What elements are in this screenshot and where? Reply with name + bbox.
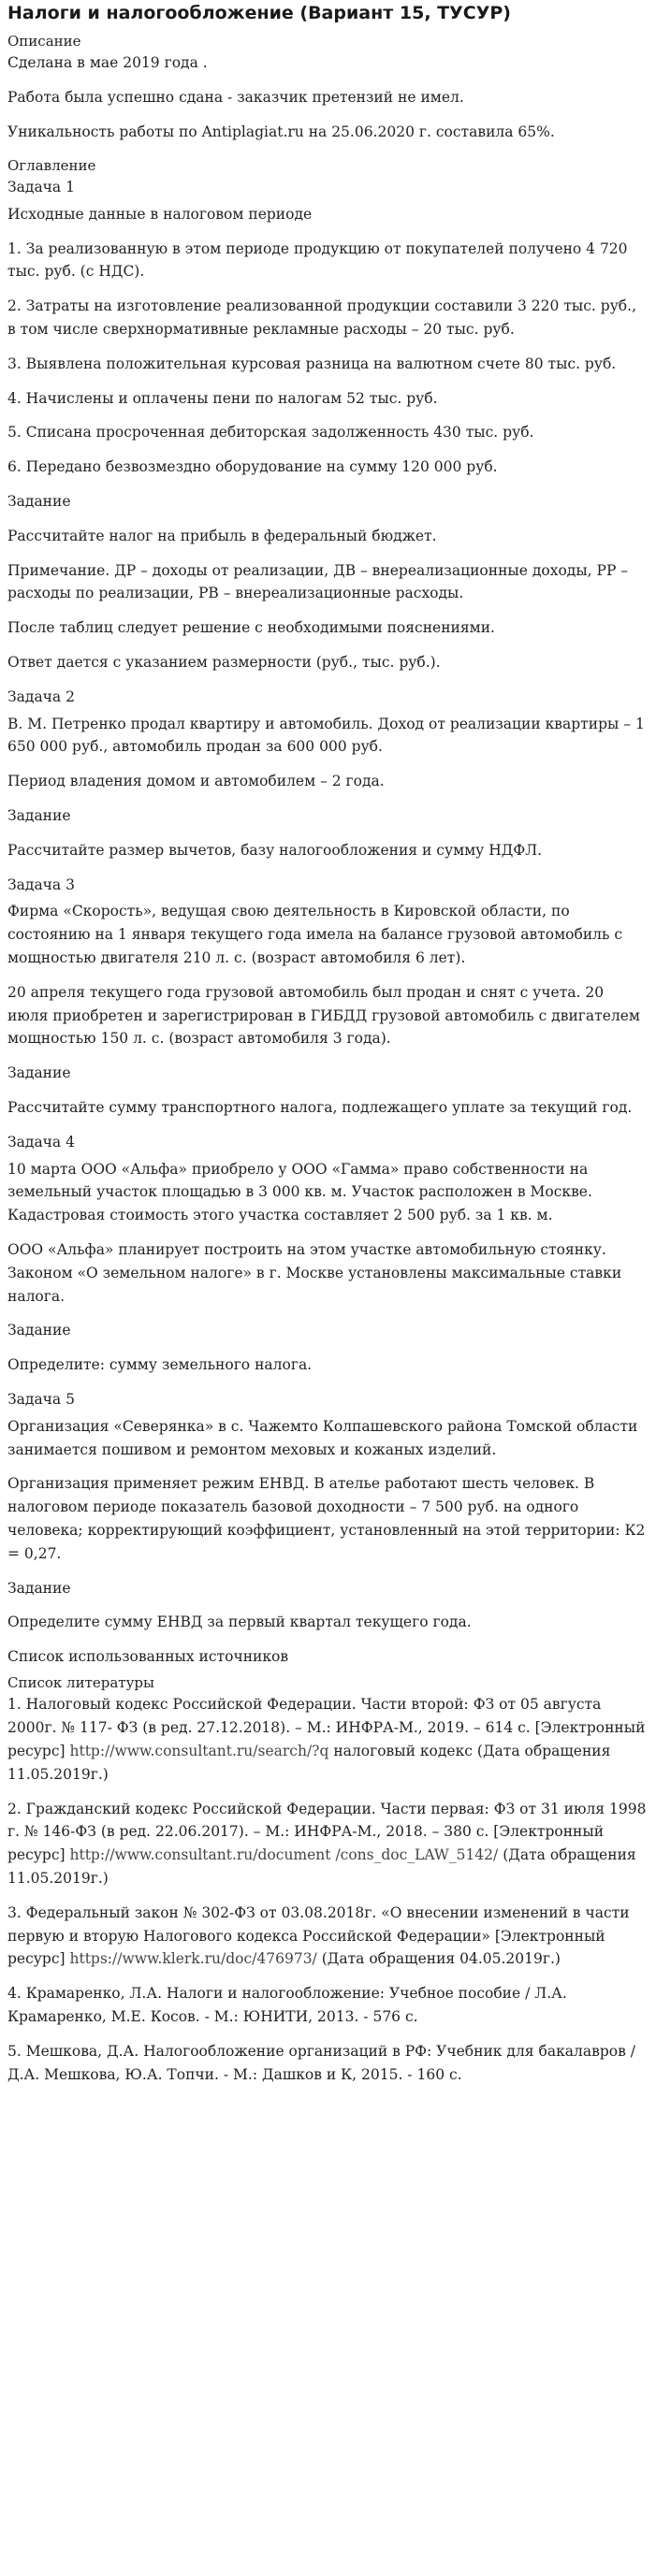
toc-heading: Оглавление <box>7 156 96 174</box>
task3-text: 20 апреля текущего года грузовой автомобиль был продан и снят с учета. 20 июля приобретен и зарегистрирован в ГИБДД грузовой автомобиль с двигателем мощностью 150 л. с. (возраст автомобиля 3 года). <box>7 983 640 1048</box>
task3-text: Фирма «Скорость», ведущая свою деятельность в Кировской области, по состоянию на 1 января текущего года имела на балансе грузовой автомобиль с мощностью двигателя 210 л. с. (возраст автомобиля 6 лет). <box>7 903 623 966</box>
sources-heading: Список использованных источников <box>7 1648 289 1666</box>
task1-item: 2. Затраты на изготовление реализованной продукции составили 3 220 тыс. руб., в том числе сверхнормативные рекламные расходы – 20 тыс. руб. <box>7 297 636 339</box>
task2-task-heading: Задание <box>7 807 71 825</box>
task3-task-heading: Задание <box>7 1064 71 1082</box>
task1-intro: Исходные данные в налоговом периоде <box>7 205 313 223</box>
task1-note: Примечание. ДР – доходы от реализации, ДВ – внереализационные доходы, РР – расходы по реализации, РВ – внереализационные расходы. <box>7 561 629 602</box>
task4-text: ООО «Альфа» планирует построить на этом участке автомобильную стоянку. Законом «О земельном налоге» в г. Москве установлены максимальные ставки налога. <box>7 1240 622 1305</box>
task5-heading: Задача 5 <box>7 1390 75 1408</box>
task1-answer: Ответ дается с указанием размерности (руб., тыс. руб.). <box>7 654 441 672</box>
task3-heading: Задача 3 <box>7 876 75 893</box>
task5-task-heading: Задание <box>7 1579 71 1597</box>
task1-item: 1. За реализованную в этом периоде продукцию от покупателей получено 4 720 тыс. руб. (с НДС). <box>7 239 628 281</box>
task1-task-heading: Задание <box>7 493 71 511</box>
task5-text: Организация «Северянка» в с. Чажемто Колпашевского района Томской области занимается пошивом и ремонтом меховых и кожаных изделий. <box>7 1417 638 1458</box>
task2-text: Период владения домом и автомобилем – 2 года. <box>7 773 385 790</box>
literature-heading: Список литературы <box>7 1673 154 1691</box>
task1-item: 4. Начислены и оплачены пени по налогам 52 тыс. руб. <box>7 389 438 407</box>
task4-heading: Задача 4 <box>7 1133 75 1151</box>
uniqueness-note: Уникальность работы по Antiplagiat.ru на 25.06.2020 г. составила 65%. <box>7 123 555 140</box>
task2-text: В. М. Петренко продал квартиру и автомобиль. Доход от реализации квартиры – 1 650 000 руб., автомобиль продан за 600 000 руб. <box>7 715 645 756</box>
task3-task: Рассчитайте сумму транспортного налога, подлежащего уплате за текущий год. <box>7 1098 633 1116</box>
literature-item: 2. Гражданский кодекс Российской Федерации. Части первая: ФЗ от 31 июля 1998 г. № 146-ФЗ (в ред. 22.06.2017). – М.: ИНФРА-М., 2018. – 380 с. [Электронный ресурс] http://www.consultant.ru/document /cons_doc_LAW_5142/ (Дата обращения 11.05.2019г.) <box>7 1800 647 1887</box>
task4-task-heading: Задание <box>7 1322 71 1339</box>
task1-item: 6. Передано безвозмездно оборудование на сумму 120 000 руб. <box>7 458 498 476</box>
description-heading: Описание <box>7 32 81 50</box>
source-link[interactable]: http://www.consultant.ru/search/?q <box>69 1743 329 1760</box>
task2-task: Рассчитайте размер вычетов, базу налогообложения и сумму НДФЛ. <box>7 841 543 859</box>
literature-item: 4. Крамаренко, Л.А. Налоги и налогообложение: Учебное пособие / Л.А. Крамаренко, М.Е. Косов. - М.: ЮНИТИ, 2013. - 576 с. <box>7 1985 567 2025</box>
literature-list <box>7 1672 649 2086</box>
task1-item: 5. Списана просроченная дебиторская задолженность 430 тыс. руб. <box>7 424 534 441</box>
task1-item: 3. Выявлена положительная курсовая разница на валютном счете 80 тыс. руб. <box>7 355 617 372</box>
page-title: Налоги и налогообложение (Вариант 15, ТУСУР) <box>7 3 511 23</box>
accepted-note: Работа была успешно сдана - заказчик претензий не имел. <box>7 88 464 106</box>
task1-after-tables: После таблиц следует решение с необходимыми пояснениями. <box>7 619 495 637</box>
task1-heading: Задача 1 <box>7 179 75 196</box>
literature-item: 3. Федеральный закон № 302-ФЗ от 03.08.2018г. «О внесении изменений в части первую и вторую Налогового кодекса Российской Федерации» [Электронный ресурс] https://www.klerk.ru/doc/476973/ (Дата обращения 04.05.2019г.) <box>7 1903 630 1968</box>
task5-task: Определите сумму ЕНВД за первый квартал текущего года. <box>7 1614 472 1631</box>
literature-item: 5. Мешкова, Д.А. Налогообложение организаций в РФ: Учебник для бакалавров / Д.А. Мешкова, Ю.А. Топчи. - М.: Дашков и К, 2015. - 160 с. <box>7 2042 635 2083</box>
made-date: Сделана в мае 2019 года . <box>7 54 208 72</box>
task5-text: Организация применяет режим ЕНВД. В ателье работают шесть человек. В налоговом периоде показатель базовой доходности – 7 500 руб. на одного человека; корректирующий коэффициент, установленный на этой территории: К2 = 0,27. <box>7 1475 646 1562</box>
literature-item: 1. Налоговый кодекс Российской Федерации. Части второй: ФЗ от 05 августа 2000г. № 117- ФЗ (в ред. 27.12.2018). – М.: ИНФРА-М., 2019. – 614 с. [Электронный ресурс] http://www.consultant.ru/search/?q налоговый кодекс (Дата обращения 11.05.2019г.) <box>7 1696 646 1783</box>
task1-task: Рассчитайте налог на прибыль в федеральный бюджет. <box>7 527 437 544</box>
source-link[interactable]: https://www.klerk.ru/doc/476973/ <box>69 1950 317 1968</box>
task4-text: 10 марта ООО «Альфа» приобрело у ООО «Гамма» право собственности на земельный участок площадью в 3 000 кв. м. Участок расположен в Москве. Кадастровая стоимость этого участка составляет 2 500 руб. за 1 кв. м. <box>7 1160 592 1224</box>
task4-task: Определите: сумму земельного налога. <box>7 1356 313 1374</box>
source-link[interactable]: http://www.consultant.ru/document /cons_doc_LAW_5142/ <box>69 1846 499 1864</box>
task2-heading: Задача 2 <box>7 687 75 705</box>
